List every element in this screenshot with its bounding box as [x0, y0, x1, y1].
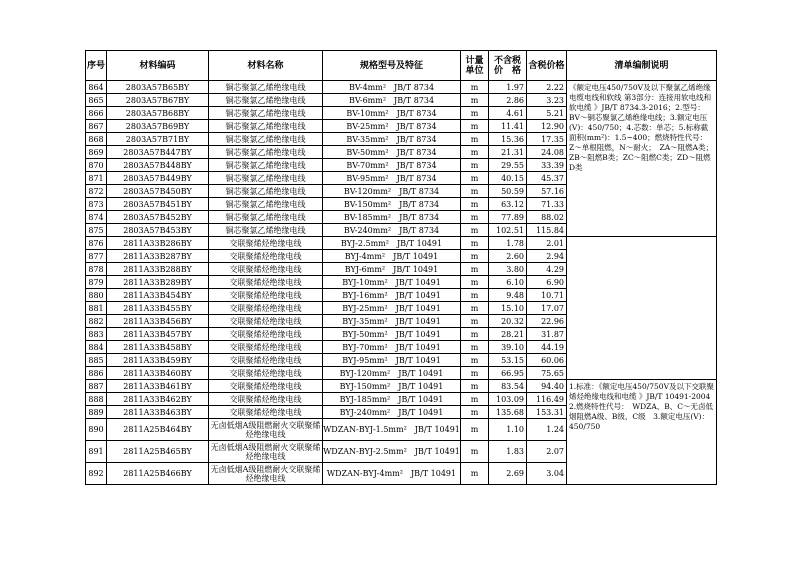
cell-price-excl: 1.83 [489, 441, 527, 463]
cell-unit: m [461, 237, 489, 250]
cell-price-excl: 2.60 [489, 250, 527, 263]
cell-price-excl: 2.69 [489, 463, 527, 485]
cell-seq: 888 [86, 393, 107, 406]
cell-price-incl: 2.22 [527, 81, 567, 94]
notes-empty [567, 237, 717, 380]
cell-code: 2811A25B466BY [107, 463, 209, 485]
cell-price-excl: 63.12 [489, 198, 527, 211]
cell-seq: 877 [86, 250, 107, 263]
cell-name: 铜芯聚氯乙烯绝缘电线 [209, 159, 323, 172]
cell-unit: m [461, 224, 489, 237]
cell-spec: BYJ-185mm² JB/T 10491 [323, 393, 461, 406]
cell-price-incl: 17.35 [527, 133, 567, 146]
cell-code: 2803A57B67BY [107, 94, 209, 107]
cell-unit: m [461, 289, 489, 302]
cell-code: 2811A33B463BY [107, 406, 209, 419]
cell-seq: 884 [86, 341, 107, 354]
cell-unit: m [461, 172, 489, 185]
cell-seq: 878 [86, 263, 107, 276]
cell-seq: 882 [86, 315, 107, 328]
cell-spec: BYJ-50mm² JB/T 10491 [323, 328, 461, 341]
cell-name: 铜芯聚氯乙烯绝缘电线 [209, 94, 323, 107]
cell-spec: BYJ-95mm² JB/T 10491 [323, 354, 461, 367]
cell-price-incl: 10.71 [527, 289, 567, 302]
header-seq: 序号 [86, 51, 107, 81]
cell-seq: 886 [86, 367, 107, 380]
cell-price-incl: 4.29 [527, 263, 567, 276]
cell-price-excl: 9.48 [489, 289, 527, 302]
cell-name: 铜芯聚氯乙烯绝缘电线 [209, 185, 323, 198]
cell-price-incl: 3.23 [527, 94, 567, 107]
cell-unit: m [461, 441, 489, 463]
header-price-incl: 含税价格 [527, 51, 567, 81]
cell-name: 铜芯聚氯乙烯绝缘电线 [209, 224, 323, 237]
cell-seq: 871 [86, 172, 107, 185]
cell-unit: m [461, 276, 489, 289]
header-unit-line1: 计量 [465, 55, 484, 66]
cell-code: 2811A33B454BY [107, 289, 209, 302]
cell-price-incl: 153.31 [527, 406, 567, 419]
cell-spec: BYJ-16mm² JB/T 10491 [323, 289, 461, 302]
cell-unit: m [461, 393, 489, 406]
cell-price-excl: 39.10 [489, 341, 527, 354]
cell-unit: m [461, 354, 489, 367]
cell-code: 2803A57B448BY [107, 159, 209, 172]
cell-name: 交联聚烯烃绝缘电线 [209, 341, 323, 354]
cell-name: 无卤低烟A级阻燃耐火交联聚烯烃绝缘电线 [209, 463, 323, 485]
cell-code: 2811A33B456BY [107, 315, 209, 328]
table-body [86, 81, 717, 485]
cell-price-incl: 88.02 [527, 211, 567, 224]
cell-seq: 867 [86, 120, 107, 133]
cell-price-excl: 3.80 [489, 263, 527, 276]
cell-price-excl: 1.10 [489, 419, 527, 441]
notes-byj: 1.标准：《额定电压450/750V及以下交联聚烯烃绝缘电线和电缆 》JB/T 10491-2004 2.燃烧特性代号： WDZA、B、C～无卤低烟阻燃A级、B级、C级 3.额定电压(V)：450/750 [567, 380, 717, 485]
cell-unit: m [461, 463, 489, 485]
cell-unit: m [461, 94, 489, 107]
cell-spec: BV-95mm² JB/T 8734 [323, 172, 461, 185]
cell-spec: BV-4mm² JB/T 8734 [323, 81, 461, 94]
cell-seq: 876 [86, 237, 107, 250]
cell-name: 交联聚烯烃绝缘电线 [209, 302, 323, 315]
cell-price-excl: 135.68 [489, 406, 527, 419]
cell-unit: m [461, 406, 489, 419]
cell-spec: BV-70mm² JB/T 8734 [323, 159, 461, 172]
header-excl-line2: 价 格 [493, 65, 521, 76]
cell-code: 2803A57B447BY [107, 146, 209, 159]
header-notes: 清单编制说明 [567, 51, 717, 81]
cell-unit: m [461, 380, 489, 393]
cell-spec: BYJ-6mm² JB/T 10491 [323, 263, 461, 276]
cell-spec: BV-35mm² JB/T 8734 [323, 133, 461, 146]
table-row [86, 380, 717, 393]
cell-price-incl: 2.94 [527, 250, 567, 263]
cell-name: 铜芯聚氯乙烯绝缘电线 [209, 120, 323, 133]
header-name: 材料名称 [209, 51, 323, 81]
cell-seq: 868 [86, 133, 107, 146]
cell-unit: m [461, 198, 489, 211]
cell-price-excl: 6.10 [489, 276, 527, 289]
cell-price-excl: 28.21 [489, 328, 527, 341]
cell-unit: m [461, 302, 489, 315]
cell-name: 交联聚烯烃绝缘电线 [209, 367, 323, 380]
cell-price-excl: 15.10 [489, 302, 527, 315]
header-unit-line2: 单位 [465, 65, 484, 76]
cell-unit: m [461, 81, 489, 94]
cell-code: 2803A57B65BY [107, 81, 209, 94]
cell-seq: 879 [86, 276, 107, 289]
notes-bv: 《额定电压450/750V及以下聚氯乙烯绝缘电缆电线和软线 第3部分：连接用软电线和软电缆 》JB/T 8734.3-2016；2.型号：BV～铜芯聚氯乙烯绝缘电线；3.额定电压(V)：450/750；4.芯数：单芯；5.标称截面积(mm²)：1.5~400；燃烧特性代号： Z～单根阻燃，N～耐火； ZA～阻燃A类； ZB～阻燃B类；ZC～阻燃C类；ZD～阻燃D类 [567, 81, 717, 237]
cell-name: 铜芯聚氯乙烯绝缘电线 [209, 146, 323, 159]
cell-spec: BYJ-35mm² JB/T 10491 [323, 315, 461, 328]
cell-price-incl: 115.84 [527, 224, 567, 237]
cell-name: 交联聚烯烃绝缘电线 [209, 276, 323, 289]
cell-code: 2803A57B452BY [107, 211, 209, 224]
cell-price-excl: 77.89 [489, 211, 527, 224]
cell-name: 交联聚烯烃绝缘电线 [209, 237, 323, 250]
cell-spec: BYJ-240mm² JB/T 10491 [323, 406, 461, 419]
cell-code: 2803A57B450BY [107, 185, 209, 198]
cell-spec: BYJ-10mm² JB/T 10491 [323, 276, 461, 289]
cell-code: 2811A33B460BY [107, 367, 209, 380]
header-code: 材料编码 [107, 51, 209, 81]
cell-code: 2811A25B464BY [107, 419, 209, 441]
cell-code: 2803A57B453BY [107, 224, 209, 237]
cell-seq: 881 [86, 302, 107, 315]
cell-unit: m [461, 120, 489, 133]
cell-price-incl: 6.90 [527, 276, 567, 289]
cell-name: 交联聚烯烃绝缘电线 [209, 380, 323, 393]
cell-spec: BYJ-120mm² JB/T 10491 [323, 367, 461, 380]
cell-code: 2803A57B71BY [107, 133, 209, 146]
cell-spec: BYJ-4mm² JB/T 10491 [323, 250, 461, 263]
cell-name: 交联聚烯烃绝缘电线 [209, 289, 323, 302]
cell-seq: 883 [86, 328, 107, 341]
cell-price-excl: 2.86 [489, 94, 527, 107]
cell-unit: m [461, 328, 489, 341]
cell-name: 交联聚烯烃绝缘电线 [209, 328, 323, 341]
header-spec: 规格型号及特征 [323, 51, 461, 81]
cell-price-excl: 15.36 [489, 133, 527, 146]
cell-price-incl: 75.65 [527, 367, 567, 380]
cell-seq: 880 [86, 289, 107, 302]
cell-code: 2811A33B286BY [107, 237, 209, 250]
cell-code: 2811A33B458BY [107, 341, 209, 354]
cell-price-excl: 29.55 [489, 159, 527, 172]
cell-seq: 887 [86, 380, 107, 393]
cell-name: 铜芯聚氯乙烯绝缘电线 [209, 81, 323, 94]
cell-seq: 874 [86, 211, 107, 224]
cell-price-excl: 50.59 [489, 185, 527, 198]
cell-spec: WDZAN-BYJ-1.5mm² JB/T 10491 [323, 419, 461, 441]
cell-name: 交联聚烯烃绝缘电线 [209, 263, 323, 276]
cell-name: 交联聚烯烃绝缘电线 [209, 354, 323, 367]
cell-price-excl: 11.41 [489, 120, 527, 133]
cell-price-excl: 40.15 [489, 172, 527, 185]
cell-code: 2811A33B459BY [107, 354, 209, 367]
header-unit [461, 51, 489, 81]
cell-price-incl: 60.06 [527, 354, 567, 367]
cell-price-incl: 2.07 [527, 441, 567, 463]
table-row [86, 237, 717, 250]
cell-spec: BV-240mm² JB/T 8734 [323, 224, 461, 237]
cell-spec: BV-10mm² JB/T 8734 [323, 107, 461, 120]
cell-price-incl: 24.08 [527, 146, 567, 159]
cell-seq: 872 [86, 185, 107, 198]
cell-code: 2811A33B287BY [107, 250, 209, 263]
cell-seq: 891 [86, 441, 107, 463]
cell-price-excl: 53.15 [489, 354, 527, 367]
cell-name: 铜芯聚氯乙烯绝缘电线 [209, 133, 323, 146]
cell-unit: m [461, 341, 489, 354]
cell-unit: m [461, 367, 489, 380]
cell-spec: BYJ-25mm² JB/T 10491 [323, 302, 461, 315]
cell-unit: m [461, 185, 489, 198]
cell-seq: 890 [86, 419, 107, 441]
cell-seq: 875 [86, 224, 107, 237]
cell-spec: BV-25mm² JB/T 8734 [323, 120, 461, 133]
cell-spec: BV-6mm² JB/T 8734 [323, 94, 461, 107]
cell-price-incl: 57.16 [527, 185, 567, 198]
cell-price-incl: 12.90 [527, 120, 567, 133]
cell-seq: 869 [86, 146, 107, 159]
cell-spec: BYJ-2.5mm² JB/T 10491 [323, 237, 461, 250]
cell-spec: BYJ-150mm² JB/T 10491 [323, 380, 461, 393]
cell-price-incl: 33.39 [527, 159, 567, 172]
cell-name: 铜芯聚氯乙烯绝缘电线 [209, 107, 323, 120]
table-row [86, 81, 717, 94]
cell-price-incl: 94.40 [527, 380, 567, 393]
cell-price-incl: 45.37 [527, 172, 567, 185]
cell-code: 2811A33B461BY [107, 380, 209, 393]
cell-price-excl: 1.78 [489, 237, 527, 250]
cell-seq: 889 [86, 406, 107, 419]
header-row [86, 51, 717, 81]
cell-unit: m [461, 263, 489, 276]
cell-unit: m [461, 146, 489, 159]
header-price-excl [489, 51, 527, 81]
header-excl-line1: 不含税 [493, 55, 521, 66]
cell-price-incl: 31.87 [527, 328, 567, 341]
cell-spec: BV-50mm² JB/T 8734 [323, 146, 461, 159]
cell-unit: m [461, 107, 489, 120]
cell-unit: m [461, 419, 489, 441]
cell-code: 2811A33B289BY [107, 276, 209, 289]
cell-unit: m [461, 159, 489, 172]
cell-price-excl: 66.95 [489, 367, 527, 380]
cell-code: 2803A57B451BY [107, 198, 209, 211]
cell-price-excl: 103.09 [489, 393, 527, 406]
cell-price-incl: 71.33 [527, 198, 567, 211]
cell-price-incl: 22.96 [527, 315, 567, 328]
cell-spec: WDZAN-BYJ-4mm² JB/T 10491 [323, 463, 461, 485]
cell-price-incl: 44.19 [527, 341, 567, 354]
cell-spec: BYJ-70mm² JB/T 10491 [323, 341, 461, 354]
cell-spec: BV-185mm² JB/T 8734 [323, 211, 461, 224]
cell-price-incl: 116.49 [527, 393, 567, 406]
cell-spec: WDZAN-BYJ-2.5mm² JB/T 10491 [323, 441, 461, 463]
cell-name: 铜芯聚氯乙烯绝缘电线 [209, 211, 323, 224]
cell-price-excl: 102.51 [489, 224, 527, 237]
cell-seq: 865 [86, 94, 107, 107]
cell-code: 2811A33B288BY [107, 263, 209, 276]
cell-spec: BV-150mm² JB/T 8734 [323, 198, 461, 211]
cell-seq: 892 [86, 463, 107, 485]
cell-code: 2803A57B449BY [107, 172, 209, 185]
cell-name: 交联聚烯烃绝缘电线 [209, 406, 323, 419]
cell-code: 2811A33B462BY [107, 393, 209, 406]
cell-price-excl: 21.31 [489, 146, 527, 159]
cell-seq: 866 [86, 107, 107, 120]
cell-price-incl: 1.24 [527, 419, 567, 441]
materials-price-table [85, 50, 717, 485]
cell-price-excl: 20.32 [489, 315, 527, 328]
cell-price-excl: 4.61 [489, 107, 527, 120]
cell-unit: m [461, 211, 489, 224]
cell-name: 无卤低烟A级阻燃耐火交联聚烯烃绝缘电线 [209, 419, 323, 441]
cell-code: 2803A57B68BY [107, 107, 209, 120]
cell-code: 2811A33B455BY [107, 302, 209, 315]
cell-code: 2811A33B457BY [107, 328, 209, 341]
cell-price-incl: 5.21 [527, 107, 567, 120]
cell-seq: 885 [86, 354, 107, 367]
cell-seq: 873 [86, 198, 107, 211]
cell-name: 交联聚烯烃绝缘电线 [209, 315, 323, 328]
cell-name: 交联聚烯烃绝缘电线 [209, 393, 323, 406]
cell-seq: 864 [86, 81, 107, 94]
cell-unit: m [461, 315, 489, 328]
cell-code: 2811A25B465BY [107, 441, 209, 463]
cell-price-incl: 17.07 [527, 302, 567, 315]
cell-spec: BV-120mm² JB/T 8734 [323, 185, 461, 198]
cell-price-excl: 1.97 [489, 81, 527, 94]
cell-code: 2803A57B69BY [107, 120, 209, 133]
cell-name: 铜芯聚氯乙烯绝缘电线 [209, 198, 323, 211]
cell-price-incl: 2.01 [527, 237, 567, 250]
cell-name: 交联聚烯烃绝缘电线 [209, 250, 323, 263]
cell-price-incl: 3.04 [527, 463, 567, 485]
cell-name: 铜芯聚氯乙烯绝缘电线 [209, 172, 323, 185]
cell-seq: 870 [86, 159, 107, 172]
cell-unit: m [461, 133, 489, 146]
cell-unit: m [461, 250, 489, 263]
cell-price-excl: 83.54 [489, 380, 527, 393]
cell-name: 无卤低烟A级阻燃耐火交联聚烯烃绝缘电线 [209, 441, 323, 463]
